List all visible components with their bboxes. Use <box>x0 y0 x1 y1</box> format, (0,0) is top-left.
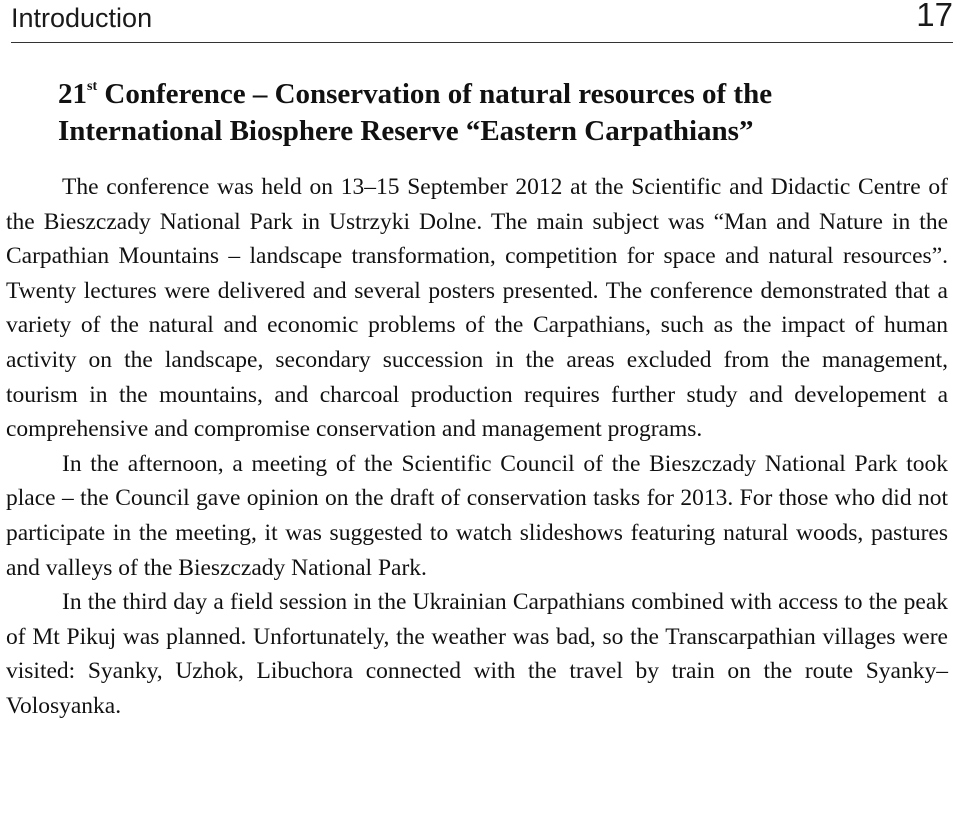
running-header <box>11 0 953 43</box>
page-number: 17 <box>916 0 953 33</box>
title-line-1: Conference – Conservation of natural resources of the <box>97 78 773 110</box>
section-title: Introduction <box>11 3 153 33</box>
article-title <box>58 76 938 150</box>
title-line-2: International Biosphere Reserve “Eastern Carpathians” <box>58 115 754 147</box>
title-number: 21 <box>58 78 87 110</box>
paragraph-1: The conference was held on 13–15 September 2012 at the Scientific and Didactic Centre of the Bieszczady National Park in Ustrzyki Dolne. The main subject was “Man and Nature in the Carpathian Mountains – landscape transformation, competition for space and natural resources”. Twenty lectures were delivered and several posters presented. The conference demonstrated that a variety of the natural and economic problems of the Carpathians, such as the impact of human activity on the landscape, secondary succession in the areas excluded from the management, tourism in the mountains, and charcoal production requires further study and developement a comprehensive and compromise conservation and management programs. <box>6 174 948 443</box>
paragraph-3: In the third day a field session in the Ukrainian Carpathians combined with access to the peak of Mt Pikuj was planned. Unfortunately, the weather was bad, so the Transcarpathian villages were visited: Syanky, Uzhok, Libuchora connected with the travel by train on the route Syanky–Volosyanka. <box>6 589 948 719</box>
article-body <box>6 170 948 724</box>
paragraph-2: In the afternoon, a meeting of the Scientific Council of the Bieszczady National Park took place – the Council gave opinion on the draft of conservation tasks for 2013. For those who did not participate in the meeting, it was suggested to watch slideshows featuring natural woods, pastures and valleys of the Bieszczady National Park. <box>6 450 948 581</box>
title-ordinal: st <box>87 79 98 94</box>
